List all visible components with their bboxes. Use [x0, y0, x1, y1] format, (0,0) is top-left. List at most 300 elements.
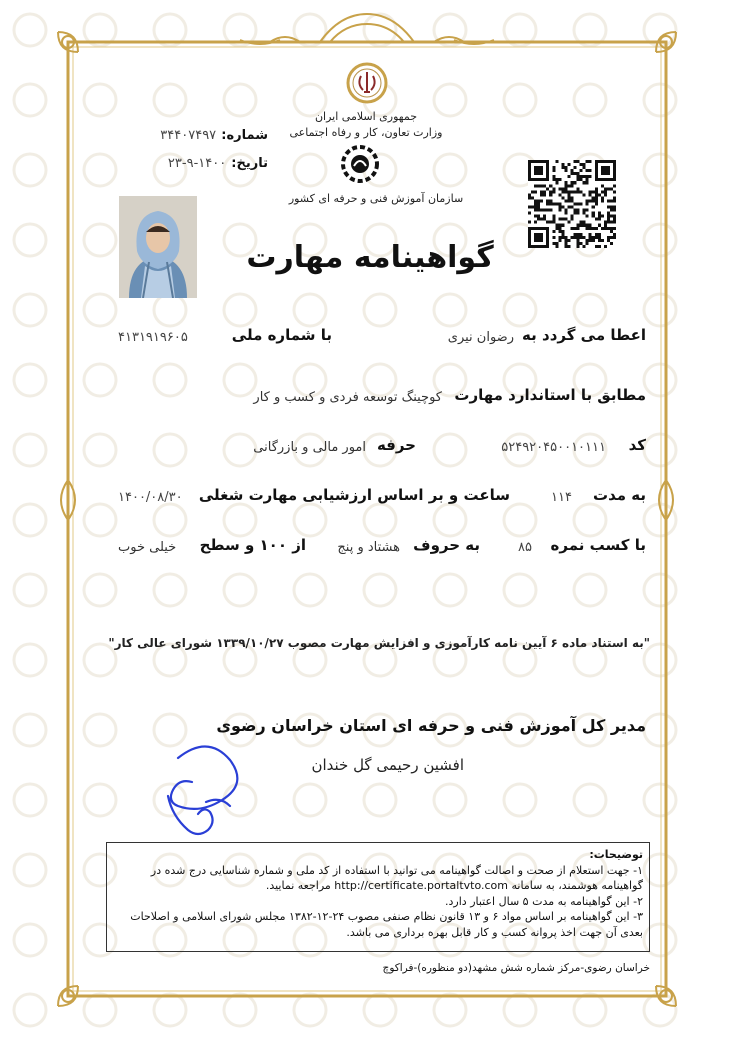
qr-module — [607, 236, 610, 239]
qr-module — [564, 181, 567, 184]
qr-module — [540, 193, 543, 196]
organization-name: سازمان آموزش فنی و حرفه ای کشور — [288, 192, 464, 205]
qr-module — [577, 242, 580, 245]
awarded-label: اعطا می گردد به — [522, 326, 646, 344]
qr-module — [574, 227, 577, 230]
qr-module — [543, 190, 546, 193]
qr-module — [570, 172, 573, 175]
qr-module — [592, 227, 595, 230]
qr-module — [613, 209, 616, 212]
qr-module — [577, 178, 580, 181]
qr-module — [610, 221, 613, 224]
qr-module — [583, 181, 586, 184]
qr-module — [558, 206, 561, 209]
signatory-name: افشین رحیمی گل خندان — [311, 756, 464, 774]
qr-module — [592, 196, 595, 199]
qr-module — [577, 224, 580, 227]
qr-module — [570, 206, 573, 209]
qr-module — [567, 193, 570, 196]
qr-module — [586, 242, 589, 245]
qr-module — [534, 209, 537, 212]
qr-module — [558, 209, 561, 212]
qr-module — [552, 187, 555, 190]
qr-module — [570, 215, 573, 218]
qr-module — [570, 190, 573, 193]
qr-module — [613, 236, 616, 239]
qr-module — [552, 169, 555, 172]
tvto-logo-icon — [340, 144, 380, 184]
qr-module — [549, 193, 552, 196]
qr-module — [607, 218, 610, 221]
qr-module — [613, 233, 616, 236]
qr-module — [577, 239, 580, 242]
qr-module — [583, 163, 586, 166]
qr-module — [574, 160, 577, 163]
qr-module — [528, 193, 531, 196]
qr-module — [555, 202, 558, 205]
qr-module — [604, 221, 607, 224]
qr-module — [613, 184, 616, 187]
qr-module — [586, 178, 589, 181]
qr-module — [567, 221, 570, 224]
qr-module — [558, 202, 561, 205]
qr-module — [607, 221, 610, 224]
qr-module — [583, 175, 586, 178]
qr-module — [546, 209, 549, 212]
qr-module — [580, 202, 583, 205]
iran-emblem-icon — [346, 62, 388, 104]
qr-module — [564, 245, 567, 248]
qr-module — [613, 190, 616, 193]
qr-module — [537, 199, 540, 202]
qr-module — [607, 212, 610, 215]
qr-module — [592, 190, 595, 193]
qr-module — [601, 199, 604, 202]
qr-module — [564, 166, 567, 169]
qr-module — [564, 184, 567, 187]
qr-module — [580, 224, 583, 227]
duration-value: ۱۱۴ — [551, 490, 572, 505]
trade-value: امور مالی و بازرگانی — [253, 440, 366, 455]
note-line-3: ۳- این گواهینامه بر اساس مواد ۶ و ۱۳ قانون نظام صنفی مصوب ۲۴-۱۲-۱۳۸۲ مجلس شورای اسلامی و اصلاحات بعدی آن جهت اخذ پروانه کسب و کار قابل بهره برداری می باشد. — [130, 910, 643, 939]
qr-module — [534, 202, 537, 205]
qr-module — [534, 206, 537, 209]
qr-module — [567, 245, 570, 248]
qr-module — [583, 166, 586, 169]
letters-label: به حروف — [413, 536, 480, 554]
qr-module — [577, 236, 580, 239]
qr-module — [607, 239, 610, 242]
qr-module — [613, 227, 616, 230]
qr-module — [604, 193, 607, 196]
qr-module — [558, 227, 561, 230]
signatory-title: مدیر کل آموزش فنی و حرفه ای استان خراسان رضوی — [216, 716, 646, 735]
qr-module — [613, 218, 616, 221]
qr-module — [589, 199, 592, 202]
date-value: ۱۴۰۰-۹-۲۳ — [167, 156, 227, 171]
qr-module — [558, 236, 561, 239]
qr-module — [577, 160, 580, 163]
notes-heading: توضیحات: — [589, 848, 643, 861]
qr-module — [570, 227, 573, 230]
qr-module — [577, 202, 580, 205]
qr-module — [543, 218, 546, 221]
qr-module — [598, 239, 601, 242]
qr-module — [531, 190, 534, 193]
qr-module — [604, 190, 607, 193]
qr-module — [564, 169, 567, 172]
qr-module — [540, 184, 543, 187]
qr-module — [589, 175, 592, 178]
qr-module — [555, 227, 558, 230]
qr-module — [580, 175, 583, 178]
qr-module — [586, 160, 589, 163]
issuing-center: خراسان رضوی-مرکز شماره شش مشهد(دو منظوره)-فراکوچ — [382, 962, 650, 974]
qr-module — [549, 199, 552, 202]
qr-module — [564, 236, 567, 239]
code-value: ۵۲۴۹۲۰۴۵۰۰۱۰۱۱۱ — [501, 440, 606, 455]
qr-module — [561, 163, 564, 166]
qr-module — [567, 190, 570, 193]
qr-module — [607, 227, 610, 230]
qr-module — [583, 245, 586, 248]
qr-module — [598, 233, 601, 236]
qr-module — [561, 218, 564, 221]
qr-module — [540, 218, 543, 221]
trade-label: حرفه — [376, 436, 416, 454]
qr-module — [574, 212, 577, 215]
qr-module — [546, 187, 549, 190]
qr-module — [564, 187, 567, 190]
standard-value: کوچینگ توسعه فردی و کسب و کار — [253, 390, 442, 405]
qr-module — [604, 245, 607, 248]
qr-module — [598, 218, 601, 221]
qr-module — [534, 190, 537, 193]
qr-module — [586, 169, 589, 172]
qr-module — [574, 190, 577, 193]
qr-module — [574, 209, 577, 212]
qr-module — [577, 233, 580, 236]
qr-module — [549, 202, 552, 205]
qr-module — [580, 190, 583, 193]
certificate-date-row — [118, 152, 268, 171]
qr-module — [564, 209, 567, 212]
qr-module — [613, 215, 616, 218]
qr-module — [598, 212, 601, 215]
qr-module — [558, 178, 561, 181]
qr-module — [528, 196, 531, 199]
qr-module — [552, 221, 555, 224]
qr-module — [595, 236, 598, 239]
qr-module — [555, 160, 558, 163]
qr-module — [580, 242, 583, 245]
qr-module — [567, 239, 570, 242]
qr-module — [574, 166, 577, 169]
note-line-1: ۱- جهت استعلام از صحت و اصالت گواهینامه می توانید با استفاده از کد ملی و شماره شناسایی درج شده در گواهینامه هوشمند، به سامانه http://certificate.portaltvto.com مراجعه نمایید. — [150, 863, 643, 892]
qr-module — [564, 212, 567, 215]
certificate-title: گواهینامه مهارت — [246, 240, 494, 275]
qr-module — [595, 227, 598, 230]
qr-module — [601, 239, 604, 242]
certificate-number-row — [118, 124, 268, 143]
qr-module — [567, 163, 570, 166]
qr-module — [537, 209, 540, 212]
qr-module — [610, 209, 613, 212]
qr-module — [586, 215, 589, 218]
qr-module — [589, 224, 592, 227]
qr-module — [598, 245, 601, 248]
qr-module — [586, 227, 589, 230]
qr-module — [586, 224, 589, 227]
qr-module — [580, 221, 583, 224]
qr-module — [592, 215, 595, 218]
qr-module — [592, 212, 595, 215]
country-name: جمهوری اسلامی ایران — [314, 110, 418, 123]
qr-module — [540, 199, 543, 202]
qr-module — [613, 196, 616, 199]
qr-module — [583, 209, 586, 212]
qr-module — [610, 187, 613, 190]
qr-module — [595, 245, 598, 248]
qr-module — [561, 190, 564, 193]
qr-module — [549, 184, 552, 187]
qr-module — [561, 236, 564, 239]
qr-module — [567, 184, 570, 187]
hours-label: ساعت و بر اساس ارزشیابی مهارت شغلی — [198, 486, 510, 504]
qr-module — [567, 196, 570, 199]
qr-module — [555, 242, 558, 245]
qr-module — [583, 212, 586, 215]
qr-module — [552, 178, 555, 181]
qr-module — [595, 196, 598, 199]
qr-module — [546, 202, 549, 205]
qr-module — [564, 242, 567, 245]
score-value: ۸۵ — [518, 540, 532, 555]
qr-module — [601, 227, 604, 230]
qr-module — [552, 230, 555, 233]
qr-module — [552, 190, 555, 193]
qr-module — [607, 215, 610, 218]
qr-module — [567, 175, 570, 178]
code-label: کد — [628, 436, 646, 454]
qr-module — [574, 233, 577, 236]
qr-module — [558, 193, 561, 196]
qr-module — [552, 215, 555, 218]
qr-module — [607, 199, 610, 202]
qr-module — [552, 218, 555, 221]
qr-module — [546, 199, 549, 202]
qr-module — [574, 236, 577, 239]
number-label: شماره: — [221, 128, 268, 143]
qr-module — [595, 193, 598, 196]
qr-module — [598, 215, 601, 218]
qr-module — [555, 224, 558, 227]
awarded-name: رضوان نیری — [447, 330, 514, 345]
qr-module — [601, 196, 604, 199]
qr-module — [577, 209, 580, 212]
qr-module — [592, 199, 595, 202]
qr-module — [586, 239, 589, 242]
qr-module — [537, 206, 540, 209]
holder-photo — [119, 196, 197, 298]
qr-module — [613, 206, 616, 209]
qr-module — [543, 193, 546, 196]
qr-module — [589, 227, 592, 230]
qr-module — [552, 175, 555, 178]
qr-module — [561, 166, 564, 169]
national-id-value: ۴۱۳۱۹۱۹۶۰۵ — [118, 330, 188, 345]
qr-module — [534, 221, 537, 224]
qr-module — [595, 199, 598, 202]
qr-module — [610, 215, 613, 218]
qr-module — [577, 190, 580, 193]
qr-module — [534, 199, 537, 202]
qr-module — [552, 236, 555, 239]
qr-module — [580, 236, 583, 239]
qr-module — [570, 236, 573, 239]
qr-module — [610, 227, 613, 230]
qr-module — [558, 230, 561, 233]
qr-module — [577, 245, 580, 248]
signature-mark — [140, 736, 250, 846]
qr-module — [589, 190, 592, 193]
qr-module — [577, 187, 580, 190]
qr-module — [613, 199, 616, 202]
qr-module — [598, 224, 601, 227]
qr-module — [564, 218, 567, 221]
qr-module — [583, 224, 586, 227]
qr-module — [607, 206, 610, 209]
qr-module — [583, 221, 586, 224]
score-label: با کسب نمره — [550, 536, 646, 554]
notes-box — [106, 842, 650, 952]
qr-module — [561, 233, 564, 236]
note-line-2: ۲- این گواهینامه به مدت ۵ سال اعتبار دارد. — [445, 894, 643, 908]
qr-module — [601, 184, 604, 187]
qr-module — [598, 193, 601, 196]
level-label: از ۱۰۰ و سطح — [199, 536, 306, 554]
qr-module — [589, 239, 592, 242]
national-id-label: با شماره ملی — [231, 326, 332, 344]
qr-module — [537, 215, 540, 218]
qr-module — [610, 242, 613, 245]
completion-date: ۱۴۰۰/۰۸/۳۰ — [118, 490, 183, 505]
qr-module — [534, 184, 537, 187]
qr-module — [589, 160, 592, 163]
qr-module — [549, 221, 552, 224]
standard-label: مطابق با استاندارد مهارت — [454, 386, 646, 404]
qr-module — [586, 175, 589, 178]
qr-module — [528, 212, 531, 215]
qr-module — [570, 184, 573, 187]
qr-module — [540, 190, 543, 193]
qr-module — [604, 227, 607, 230]
qr-module — [558, 224, 561, 227]
qr-module — [580, 233, 583, 236]
qr-module — [586, 209, 589, 212]
qr-module — [564, 199, 567, 202]
qr-module — [555, 245, 558, 248]
duration-label: به مدت — [593, 486, 646, 504]
qr-module — [586, 199, 589, 202]
qr-module — [574, 202, 577, 205]
qr-module — [570, 218, 573, 221]
qr-module — [567, 199, 570, 202]
qr-module — [564, 190, 567, 193]
qr-module — [592, 236, 595, 239]
qr-module — [592, 239, 595, 242]
qr-code[interactable] — [528, 160, 616, 248]
qr-module — [604, 224, 607, 227]
level-value: خیلی خوب — [118, 540, 177, 555]
qr-module — [589, 193, 592, 196]
qr-module — [537, 184, 540, 187]
qr-module — [543, 184, 546, 187]
qr-module — [580, 178, 583, 181]
qr-module — [607, 187, 610, 190]
qr-module — [577, 175, 580, 178]
qr-module — [561, 187, 564, 190]
qr-module — [570, 196, 573, 199]
qr-module — [601, 215, 604, 218]
legal-citation: "به استناد ماده ۶ آیین نامه کارآموزی و افزایش مهارت مصوب ۱۳۳۹/۱۰/۲۷ شورای عالی کار" — [108, 636, 650, 650]
qr-module — [546, 221, 549, 224]
qr-module — [580, 163, 583, 166]
qr-module — [577, 212, 580, 215]
qr-module — [574, 172, 577, 175]
qr-module — [580, 169, 583, 172]
qr-module — [570, 199, 573, 202]
number-value: ۳۴۴۰۷۴۹۷ — [160, 128, 217, 143]
qr-module — [549, 209, 552, 212]
qr-module — [570, 181, 573, 184]
qr-module — [558, 187, 561, 190]
qr-module — [583, 193, 586, 196]
qr-module — [586, 181, 589, 184]
qr-module — [586, 202, 589, 205]
qr-module — [583, 236, 586, 239]
qr-module — [564, 239, 567, 242]
qr-module — [561, 196, 564, 199]
qr-module — [534, 215, 537, 218]
qr-module — [555, 181, 558, 184]
qr-module — [595, 202, 598, 205]
qr-module — [610, 236, 613, 239]
qr-module — [549, 190, 552, 193]
qr-module — [570, 169, 573, 172]
qr-module — [592, 206, 595, 209]
qr-module — [528, 206, 531, 209]
qr-module — [601, 190, 604, 193]
qr-module — [610, 199, 613, 202]
qr-module — [537, 202, 540, 205]
qr-module — [561, 206, 564, 209]
qr-module — [595, 187, 598, 190]
qr-module — [577, 172, 580, 175]
qr-module — [531, 206, 534, 209]
qr-module — [555, 178, 558, 181]
letters-value: هشتاد و پنج — [337, 540, 400, 555]
qr-module — [589, 169, 592, 172]
qr-module — [537, 218, 540, 221]
qr-module — [561, 224, 564, 227]
qr-module — [595, 218, 598, 221]
qr-module — [577, 227, 580, 230]
date-label: تاریخ: — [231, 156, 268, 171]
qr-module — [552, 202, 555, 205]
qr-module — [613, 221, 616, 224]
qr-module — [540, 209, 543, 212]
